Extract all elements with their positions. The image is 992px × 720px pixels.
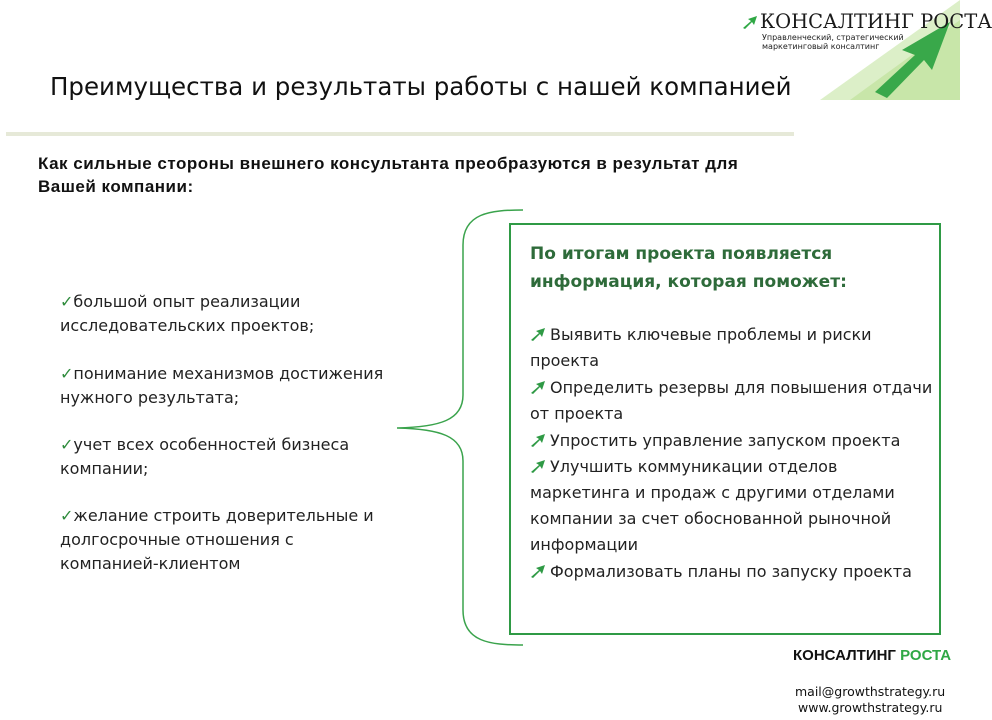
advantage-item: [60, 290, 390, 338]
advantage-item: [60, 433, 390, 481]
green-arrow-icon: [530, 433, 546, 447]
checkmark-icon: ✓: [60, 435, 74, 454]
result-item: [530, 454, 935, 558]
result-item: [530, 375, 935, 427]
subtitle: Как сильные стороны внешнего консультанта преобразуются в результат для Вашей компании:: [38, 154, 739, 196]
page-title: Преимущества и результаты работы с нашей компанией: [50, 72, 792, 101]
checkmark-icon: ✓: [60, 506, 74, 525]
green-arrow-icon: [530, 564, 546, 578]
logo-arrow-icon: [742, 15, 758, 29]
curly-brace-graphic: [395, 205, 525, 650]
advantage-item: [60, 504, 390, 576]
advantage-text: большой опыт реализации исследовательских проектов;: [60, 292, 315, 335]
footer-brand-part1: КОНСАЛТИНГ: [793, 647, 896, 664]
advantage-item: [60, 362, 390, 410]
logo-name: КОНСАЛТИНГ РОСТА: [760, 10, 992, 33]
result-item: [530, 322, 935, 374]
footer-email-link[interactable]: mail@growthstrategy.ru: [795, 684, 946, 699]
result-text: Выявить ключевые проблемы и риски проекта: [530, 325, 872, 370]
result-item: [530, 428, 935, 454]
footer-website-link[interactable]: www.growthstrategy.ru: [798, 700, 943, 715]
checkmark-icon: ✓: [60, 292, 74, 311]
checkmark-icon: ✓: [60, 364, 74, 383]
logo-tagline-2: маркетинговый консалтинг: [762, 42, 880, 51]
advantage-text: желание строить доверительные и долгосрочные отношения с компанией-клиентом: [60, 506, 374, 573]
footer-brand-part2: РОСТА: [900, 647, 952, 664]
logo-tagline-1: Управленческий, стратегический: [762, 33, 904, 42]
result-text: Улучшить коммуникации отделов маркетинга и продаж с другими отделами компании за счет обоснованной рыночной информации: [530, 457, 895, 554]
result-text: Упростить управление запуском проекта: [550, 431, 901, 450]
results-heading: По итогам проекта появляется информация, которая поможет:: [530, 244, 847, 292]
green-arrow-icon: [530, 327, 546, 341]
green-arrow-icon: [530, 459, 546, 473]
result-text: Определить резервы для повышения отдачи от проекта: [530, 378, 933, 423]
footer-brand: [793, 647, 951, 664]
advantage-text: учет всех особенностей бизнеса компании;: [60, 435, 350, 478]
result-item: [530, 559, 935, 585]
green-arrow-icon: [530, 380, 546, 394]
advantage-text: понимание механизмов достижения нужного результата;: [60, 364, 384, 407]
result-text: Формализовать планы по запуску проекта: [550, 562, 912, 581]
title-divider: [6, 132, 794, 136]
